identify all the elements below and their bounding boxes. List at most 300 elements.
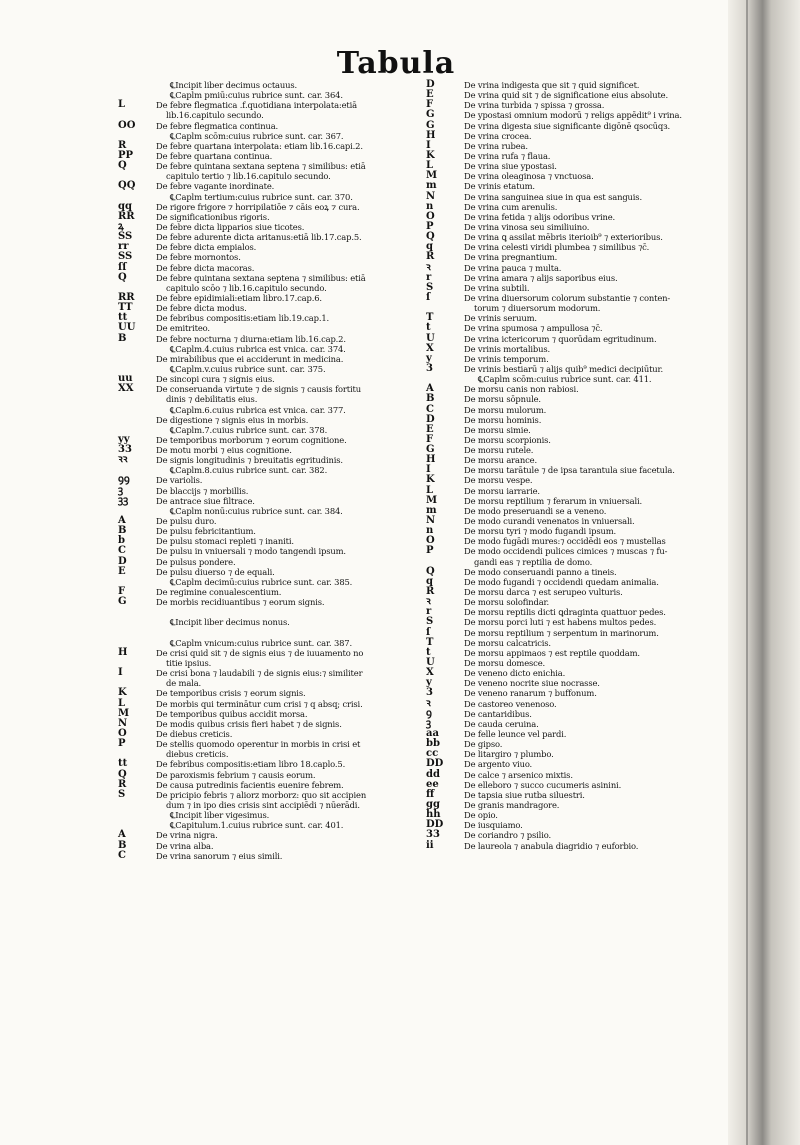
index-entry (426, 810, 726, 820)
index-entry (426, 222, 726, 232)
entry-marker: A (426, 383, 434, 395)
entry-marker: L (426, 484, 434, 496)
entry-marker: ſ (426, 291, 431, 303)
entry-text: De morsu domesce. (464, 658, 546, 669)
entry-marker: L (426, 160, 434, 172)
entry-text: De veneno dicto enichia. (464, 668, 566, 679)
index-entry (426, 151, 726, 161)
entry-text: De febre quartana interpolata: etiam lib.16.capi.2. (156, 140, 363, 151)
index-entry (426, 364, 726, 374)
entry-marker: DD (426, 758, 444, 770)
entry-marker: I (426, 464, 431, 476)
entry-text: De regimine conualescentium. (156, 587, 282, 598)
entry-marker: RR (118, 291, 135, 303)
entry-text: ℄Caplm pmiū:cuius rubrice sunt. car. 364. (170, 90, 343, 101)
entry-marker: y (426, 677, 432, 689)
entry-text: De morsu iarrarie. (464, 485, 540, 496)
entry-marker: n (426, 200, 434, 212)
entry-text: De sincopi cura ⁊ signis eius. (156, 374, 275, 385)
entry-text: De vrinis etatum. (464, 181, 535, 192)
entry-text: De vrina digesta siue significante digōnē qsocūqз. (464, 120, 671, 131)
entry-marker: O (426, 535, 435, 547)
index-entry (426, 141, 726, 151)
entry-marker: L (118, 99, 126, 111)
entry-text: De morsu hominis. (464, 414, 542, 425)
index-entry (426, 587, 726, 597)
index-entry (118, 516, 410, 526)
entry-text: De conseruanda virtute ⁊ de signis ⁊ causis fortitu (156, 384, 361, 395)
index-entry (118, 263, 410, 273)
index-entry (426, 800, 726, 810)
entry-marker: T (426, 636, 434, 648)
index-entry (118, 729, 410, 739)
entry-marker: A (118, 829, 126, 841)
index-entry (118, 212, 410, 222)
index-entry (426, 719, 726, 729)
entry-text: De vrina ꝗ assilat mēbris iterioib⁹ ⁊ exterioribus. (464, 232, 663, 243)
entry-text: ℄Caplm scōm:cuius rubrice sunt. car. 367. (170, 130, 344, 141)
entry-marker: P (426, 545, 434, 557)
entry-text: De pulsus pondere. (156, 556, 236, 567)
index-entry (118, 496, 410, 506)
index-entry (426, 567, 726, 577)
entry-text: De vrina diuersorum colorum substantie ⁊ conten- (464, 292, 671, 303)
index-entry (426, 526, 726, 536)
entry-marker: b (118, 535, 125, 547)
index-entry (426, 415, 726, 425)
entry-marker: ꝫ (426, 717, 432, 729)
chapter-heading (118, 405, 410, 415)
entry-text: De vrina nigra. (156, 830, 218, 841)
entry-marker: C (118, 849, 126, 861)
entry-marker: bb (426, 738, 440, 750)
entry-text: De paroxismis febrium ⁊ causis eorum. (156, 769, 316, 780)
entry-text: De vrina pregnantium. (464, 252, 558, 263)
entry-marker: ꝝ (118, 220, 124, 232)
entry-marker: Q (118, 160, 127, 172)
index-entry (426, 131, 726, 141)
index-entry (118, 668, 410, 678)
index-entry (118, 435, 410, 445)
entry-continuation (118, 658, 410, 668)
entry-marker: DD (426, 819, 444, 831)
entry-text: De iusquiamo. (464, 820, 523, 831)
entry-marker: ꝯꝯ (118, 474, 130, 486)
entry-text: De argento viuo. (464, 759, 533, 770)
index-entry (118, 293, 410, 303)
entry-marker: r (426, 606, 432, 618)
index-entry (426, 273, 726, 283)
index-entry (426, 830, 726, 840)
entry-text: De vrina ictericorum ⁊ quorūdam egritudinum. (464, 333, 657, 344)
index-entry (118, 699, 410, 709)
index-entry (118, 607, 410, 617)
entry-text: De significationibus rigoris. (156, 211, 270, 222)
entry-marker: ii (426, 839, 434, 851)
entry-text: ℄Caplm vnicum:cuius rubrice sunt. car. 387. (170, 637, 353, 648)
index-entry (426, 668, 726, 678)
index-entry (426, 425, 726, 435)
entry-marker: t (426, 646, 431, 658)
chapter-heading (118, 131, 410, 141)
entry-text: ℄Capitulum.1.cuius rubrice sunt. car. 401. (170, 820, 344, 831)
index-entry (118, 536, 410, 546)
entry-marker: t (426, 322, 431, 334)
entry-text: ℄Incipit liber decimus nonus. (170, 617, 290, 628)
index-entry (118, 851, 410, 861)
entry-text: De vrina alba. (156, 840, 214, 851)
index-entry (426, 688, 726, 698)
entry-text: De morsu reptilium ⁊ ferarum in vniuersali. (464, 495, 643, 506)
entry-text: De temporibus crisis ⁊ eorum signis. (156, 688, 306, 699)
entry-marker: hh (426, 809, 441, 821)
entry-text: De vrina rubea. (464, 140, 528, 151)
entry-marker: 33 (118, 444, 132, 456)
entry-marker: N (426, 515, 436, 527)
entry-text: De calce ⁊ arsenico mixtis. (464, 769, 573, 780)
entry-continuation (118, 110, 410, 120)
index-entry (118, 313, 410, 323)
entry-text: De modo fugādi mures:⁊ occidēdi eos ⁊ mustellas (464, 536, 666, 547)
entry-marker: 33 (426, 829, 440, 841)
index-entry (426, 617, 726, 627)
entry-marker: q (426, 575, 433, 587)
index-entry (426, 516, 726, 526)
index-entry (118, 759, 410, 769)
index-entry (426, 435, 726, 445)
chapter-heading (118, 506, 410, 516)
entry-text: De digestione ⁊ signis eius in morbis. (156, 414, 309, 425)
index-entry (426, 749, 726, 759)
entry-text: De febre mornontos. (156, 252, 241, 263)
index-entry (426, 90, 726, 100)
index-entry (426, 80, 726, 90)
index-entry (426, 283, 726, 293)
entry-marker: K (118, 687, 127, 699)
entry-text: De morbis qui terminātur cum crisi ⁊ q absq; crisi. (156, 698, 363, 709)
index-entry (118, 628, 410, 638)
entry-text: De vrina cum arenulis. (464, 201, 558, 212)
entry-marker: ſ (426, 626, 431, 638)
entry-text: De vrinis temporum. (464, 353, 549, 364)
entry-text: De febre flegmatica .f.quotidiana interpolata:etiā (156, 100, 357, 111)
entry-text: De morsu vespe. (464, 475, 533, 486)
entry-text: De febribus compositis:etiam libro 18.caplo.5. (156, 759, 346, 770)
entry-text: De febre dicta empialos. (156, 242, 257, 253)
entry-text: De modo preseruandi se a veneno. (464, 505, 607, 516)
entry-marker: F (426, 99, 434, 111)
entry-marker: R (118, 139, 127, 151)
index-entry (118, 486, 410, 496)
index-entry (118, 597, 410, 607)
entry-text: ℄Caplm.v.cuius rubrice sunt. car. 375. (170, 363, 326, 374)
entry-marker: K (426, 474, 435, 486)
index-entry (426, 770, 726, 780)
index-entry (426, 790, 726, 800)
index-entry (426, 263, 726, 273)
entry-text: De temporibus morborum ⁊ eorum cognitione. (156, 434, 347, 445)
index-entry (426, 455, 726, 465)
entry-text: gandi eas ⁊ reptilia de domo. (474, 556, 593, 567)
entry-text: De febre dicta modus. (156, 303, 247, 314)
index-entry (426, 354, 726, 364)
book-heading (118, 80, 410, 90)
entry-marker: m (426, 180, 437, 192)
entry-text: De febre vagante inordinate. (156, 181, 275, 192)
entry-text: De febre flegmatica continua. (156, 120, 279, 131)
entry-text: De vrina fetida ⁊ alijs odoribus vrine. (464, 211, 616, 222)
index-entry (426, 628, 726, 638)
entry-marker: S (426, 281, 434, 293)
index-entry (118, 334, 410, 344)
entry-continuation (118, 394, 410, 404)
index-entry (426, 536, 726, 546)
index-entry (426, 729, 726, 739)
entry-text: De emitriteo. (156, 323, 210, 334)
entry-marker: RR (118, 210, 135, 222)
entry-text: De variolis. (156, 475, 203, 486)
entry-text: De morsu rutele. (464, 445, 534, 456)
entry-continuation (118, 678, 410, 688)
entry-text: ℄Incipit liber decimus octauus. (170, 80, 298, 90)
entry-text: ℄Caplm scōm:cuius rubrice sunt. car. 411. (478, 374, 652, 385)
entry-text: De vrina crocea. (464, 130, 532, 141)
entry-marker: U (426, 657, 435, 669)
entry-text: De vrina rufa ⁊ flaua. (464, 150, 551, 161)
entry-marker: D (426, 413, 435, 425)
entry-text: De vrina quid sit ⁊ de significatione eius absolute. (464, 90, 668, 101)
entry-marker: R (426, 586, 435, 598)
entry-text: De vrina siue ypostasi. (464, 161, 557, 172)
entry-text: De diebus creticis. (156, 729, 233, 739)
index-entry (118, 567, 410, 577)
entry-text: De signis longitudinis ⁊ breuitatis egritudinis. (156, 455, 343, 466)
index-entry (426, 841, 726, 851)
entry-text: De morsu reptilis dicti ꝗdraginta quattuor pedes. (464, 607, 666, 618)
entry-text: De pricipio febris ⁊ aliorz morborz: quo sit accipien (156, 789, 367, 800)
index-entry (426, 110, 726, 120)
entry-text: De febre quartana continua. (156, 150, 273, 161)
entry-text: De febre quintana sextana septena ⁊ similibus: etiā (156, 161, 366, 172)
entry-text: ℄Caplm nonū:cuius rubrice sunt. car. 384. (170, 505, 343, 516)
entry-marker: T (426, 312, 434, 324)
chapter-heading (118, 425, 410, 435)
entry-marker: G (426, 119, 435, 131)
book-gutter (728, 0, 800, 1145)
chapter-heading (426, 374, 726, 384)
entry-marker: QQ (118, 180, 136, 192)
entry-continuation (426, 557, 726, 567)
index-entry (118, 181, 410, 191)
entry-text: De morsu porci luti ⁊ est habens multos pedes. (464, 617, 657, 628)
entry-marker: C (118, 545, 126, 557)
entry-text: De antrace siue filtrace. (156, 495, 255, 506)
entry-text: diebus creticis. (166, 749, 229, 760)
entry-marker: I (426, 139, 431, 151)
entry-text: De febre quintana sextana septena ⁊ similibus: etiā (156, 272, 366, 283)
entry-marker: ꝛ (426, 596, 431, 608)
entry-text: De felle leunce vel pardi. (464, 729, 567, 739)
entry-continuation (118, 800, 410, 810)
entry-text: torum ⁊ diuersorum modorum. (474, 303, 601, 314)
chapter-heading (118, 638, 410, 648)
index-entry (426, 475, 726, 485)
entry-marker: ſſ (118, 261, 127, 273)
index-entry (426, 232, 726, 242)
chapter-heading (118, 577, 410, 587)
entry-text: De stellis quomodo operentur in morbis in crisi et (156, 739, 361, 750)
entry-text: De vrina indigesta que sit ⁊ quid significet. (464, 80, 640, 90)
entry-marker: n (426, 525, 434, 537)
index-entry (426, 607, 726, 617)
index-entry (118, 100, 410, 110)
entry-marker: qq (118, 200, 132, 212)
entry-marker: B (426, 393, 435, 405)
entry-marker: y (426, 352, 432, 364)
entry-text: De febre adurente dicta aritanus:etiā lib.17.cap.5. (156, 232, 362, 243)
index-entry (118, 780, 410, 790)
index-entry (118, 445, 410, 455)
index-entry (426, 212, 726, 222)
entry-marker: S (118, 788, 126, 800)
index-entry (426, 465, 726, 475)
index-entry (426, 496, 726, 506)
page-title (0, 46, 790, 81)
entry-text: De crisi bona ⁊ laudabili ⁊ de signis eius:⁊ similiter (156, 668, 363, 679)
entry-text: De gipso. (464, 739, 503, 750)
index-entry (426, 780, 726, 790)
index-entry (426, 100, 726, 110)
index-entry (118, 546, 410, 556)
index-entry (426, 658, 726, 668)
entry-text: De vrina amara ⁊ alijs saporibus eius. (464, 272, 618, 283)
entry-marker: rr (118, 241, 129, 253)
entry-text: De pulsu in vniuersali ⁊ modo tangendi ipsum. (156, 546, 346, 557)
entry-text: De vrina sanguinea siue in qua est sanguis. (464, 191, 642, 202)
entry-text: ℄Caplm.7.cuius rubrice sunt. car. 378. (170, 424, 328, 435)
index-entry (426, 161, 726, 171)
index-entry (118, 790, 410, 800)
entry-marker: r (426, 271, 432, 283)
entry-text: De coriandro ⁊ psilio. (464, 830, 551, 841)
index-entry (426, 597, 726, 607)
index-entry (426, 334, 726, 344)
entry-marker: tt (118, 758, 128, 770)
entry-marker: C (426, 403, 434, 415)
entry-continuation (426, 303, 726, 313)
entry-text: De tapsia siue rutba siluestri. (464, 789, 585, 800)
entry-text: De cauda ceruina. (464, 718, 539, 729)
entry-marker: aa (426, 728, 439, 739)
entry-marker: M (426, 170, 438, 182)
index-entry (426, 709, 726, 719)
entry-continuation (118, 749, 410, 759)
index-entry (426, 577, 726, 587)
index-entry (426, 202, 726, 212)
entry-marker: gg (426, 798, 440, 810)
index-entry (426, 405, 726, 415)
right-index-column (426, 80, 726, 851)
entry-text: ℄Incipit liber vigesimus. (170, 810, 270, 821)
entry-marker: K (426, 149, 435, 161)
index-entry (118, 719, 410, 729)
entry-text: De mirabilibus que ei acciderunt in medicina. (156, 353, 344, 364)
entry-text: De granis mandragore. (464, 799, 560, 810)
entry-marker: P (118, 738, 126, 750)
entry-marker: H (426, 129, 436, 141)
entry-text: De morsu darca ⁊ est serupeo vulturis. (464, 587, 623, 598)
entry-text: De temporibus quibus accidit morsa. (156, 708, 308, 719)
entry-text: dinis ⁊ debilitatis eius. (166, 394, 258, 405)
index-entry (118, 648, 410, 658)
entry-marker: N (118, 717, 128, 729)
entry-marker: OO (118, 119, 136, 131)
index-entry (426, 739, 726, 749)
entry-text: ℄Caplm.8.cuius rubrice sunt. car. 382. (170, 465, 328, 476)
entry-marker: uu (118, 373, 133, 385)
index-entry (426, 242, 726, 252)
entry-text: De vrina subtili. (464, 282, 530, 293)
entry-marker: H (118, 646, 128, 658)
index-entry (118, 252, 410, 262)
index-entry (426, 344, 726, 354)
entry-text: De morsu scorpionis. (464, 434, 551, 445)
entry-marker: Q (118, 271, 127, 283)
entry-marker: R (426, 251, 435, 263)
page-title-text: Tabula (336, 46, 456, 81)
entry-text: lib.16.capitulo secundo. (166, 110, 264, 121)
index-entry (118, 455, 410, 465)
index-entry (118, 323, 410, 333)
entry-text: De modo conseruandi panno a tineis. (464, 566, 617, 577)
entry-marker: tt (118, 312, 128, 324)
entry-marker: B (118, 525, 127, 537)
entry-marker: G (426, 109, 435, 121)
index-entry (118, 587, 410, 597)
entry-text: De litargiro ⁊ plumbo. (464, 749, 554, 760)
entry-marker: ꝛ (426, 697, 431, 709)
book-heading (118, 617, 410, 627)
entry-text: De pulsu duro. (156, 516, 217, 527)
entry-marker: G (426, 444, 435, 456)
index-entry (118, 475, 410, 485)
index-entry (118, 222, 410, 232)
entry-marker: E (426, 89, 434, 101)
entry-text: De morsu calcatricis. (464, 637, 551, 648)
entry-marker: E (426, 423, 434, 435)
index-entry (118, 688, 410, 698)
entry-marker: ꝫꝫ (118, 494, 129, 506)
entry-text: dum ⁊ in ipo dies crisis sint accipiēdi ⁊ nūerādi. (166, 799, 360, 810)
index-entry (426, 323, 726, 333)
index-entry (118, 709, 410, 719)
entry-text: De vrinis mortalibus. (464, 343, 551, 354)
entry-marker: L (118, 697, 126, 709)
chapter-heading (118, 820, 410, 830)
index-entry (118, 384, 410, 394)
entry-marker: O (118, 728, 127, 739)
index-entry (118, 121, 410, 131)
entry-text: De laureola ⁊ anabula diagridio ⁊ euforbio. (464, 840, 639, 851)
entry-marker: S (426, 616, 434, 628)
entry-text: De vrina pauca ⁊ multa. (464, 262, 562, 273)
entry-text: De morsu reptilium ⁊ serpentum in marinorum. (464, 627, 659, 638)
entry-text: De veneno nocrite siue nocrasse. (464, 678, 600, 689)
index-entry (118, 374, 410, 384)
entry-marker: 3 (426, 362, 433, 374)
entry-text: capitulo scōo ⁊ lib.16.capitulo secundo. (166, 282, 327, 293)
entry-marker: G (118, 596, 127, 608)
